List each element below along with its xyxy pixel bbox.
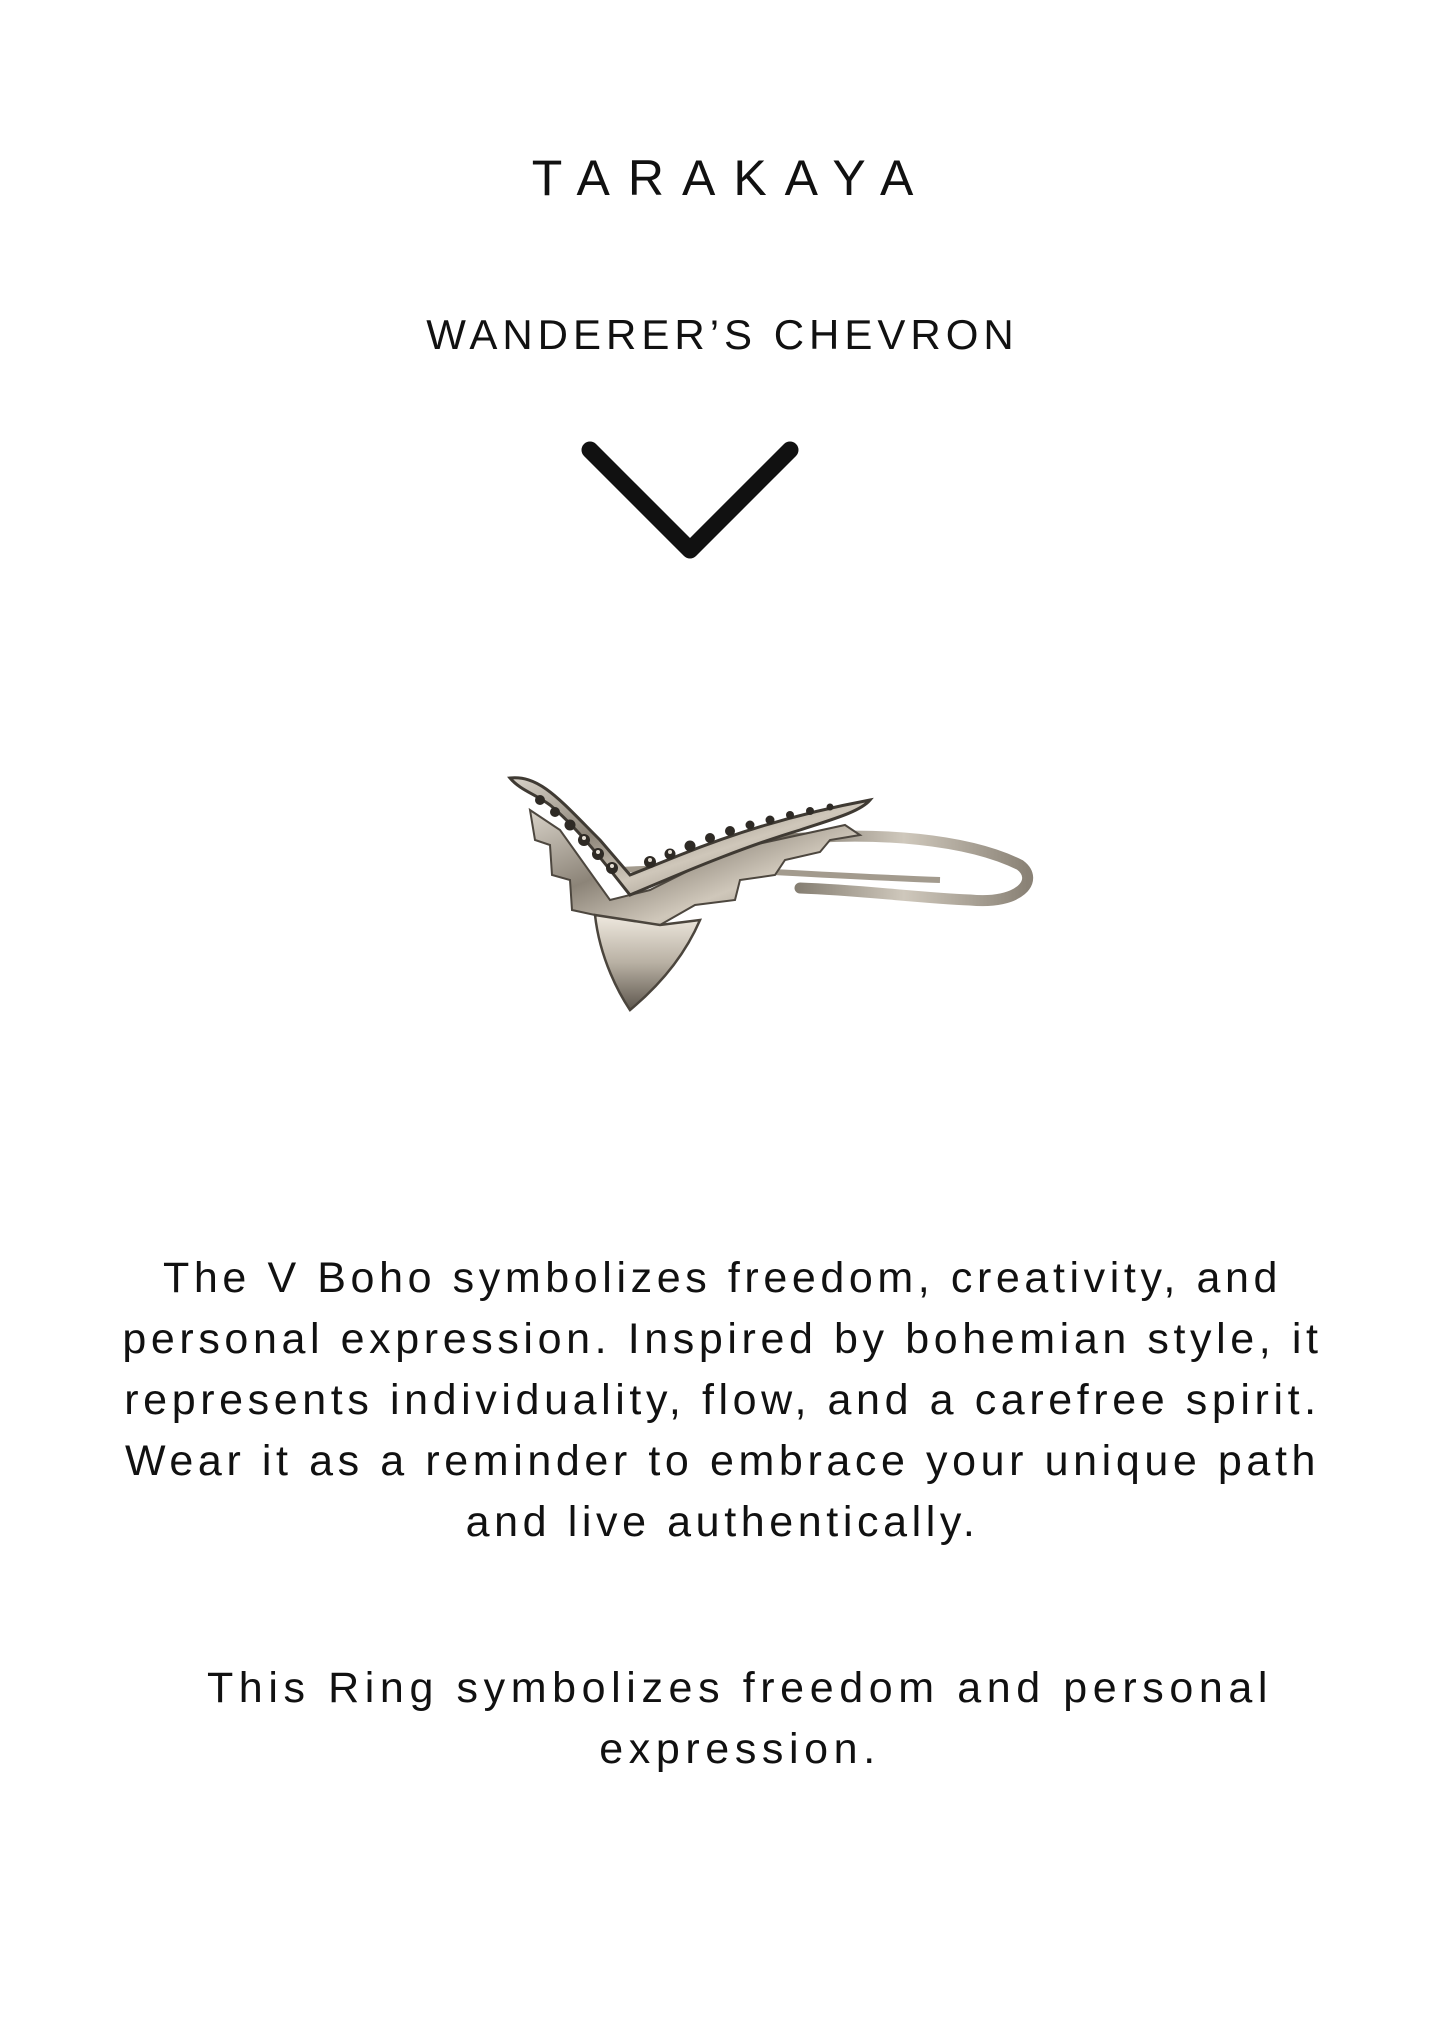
description-text: The V Boho symbolizes freedom, creativity, and personal expression. Inspired by bohemian style, it represents individuality, flow, and a carefree spirit. Wear it as a reminder to embrace your unique path and live authentically. bbox=[122, 1254, 1323, 1546]
summary-text: This Ring symbolizes freedom and personal expression. bbox=[206, 1664, 1274, 1773]
brand-name: TARAKAYA bbox=[531, 150, 932, 206]
chevron-down-icon bbox=[580, 440, 800, 565]
ring-photo bbox=[500, 770, 1040, 1070]
product-title: WANDERER’S CHEVRON bbox=[426, 311, 1019, 358]
